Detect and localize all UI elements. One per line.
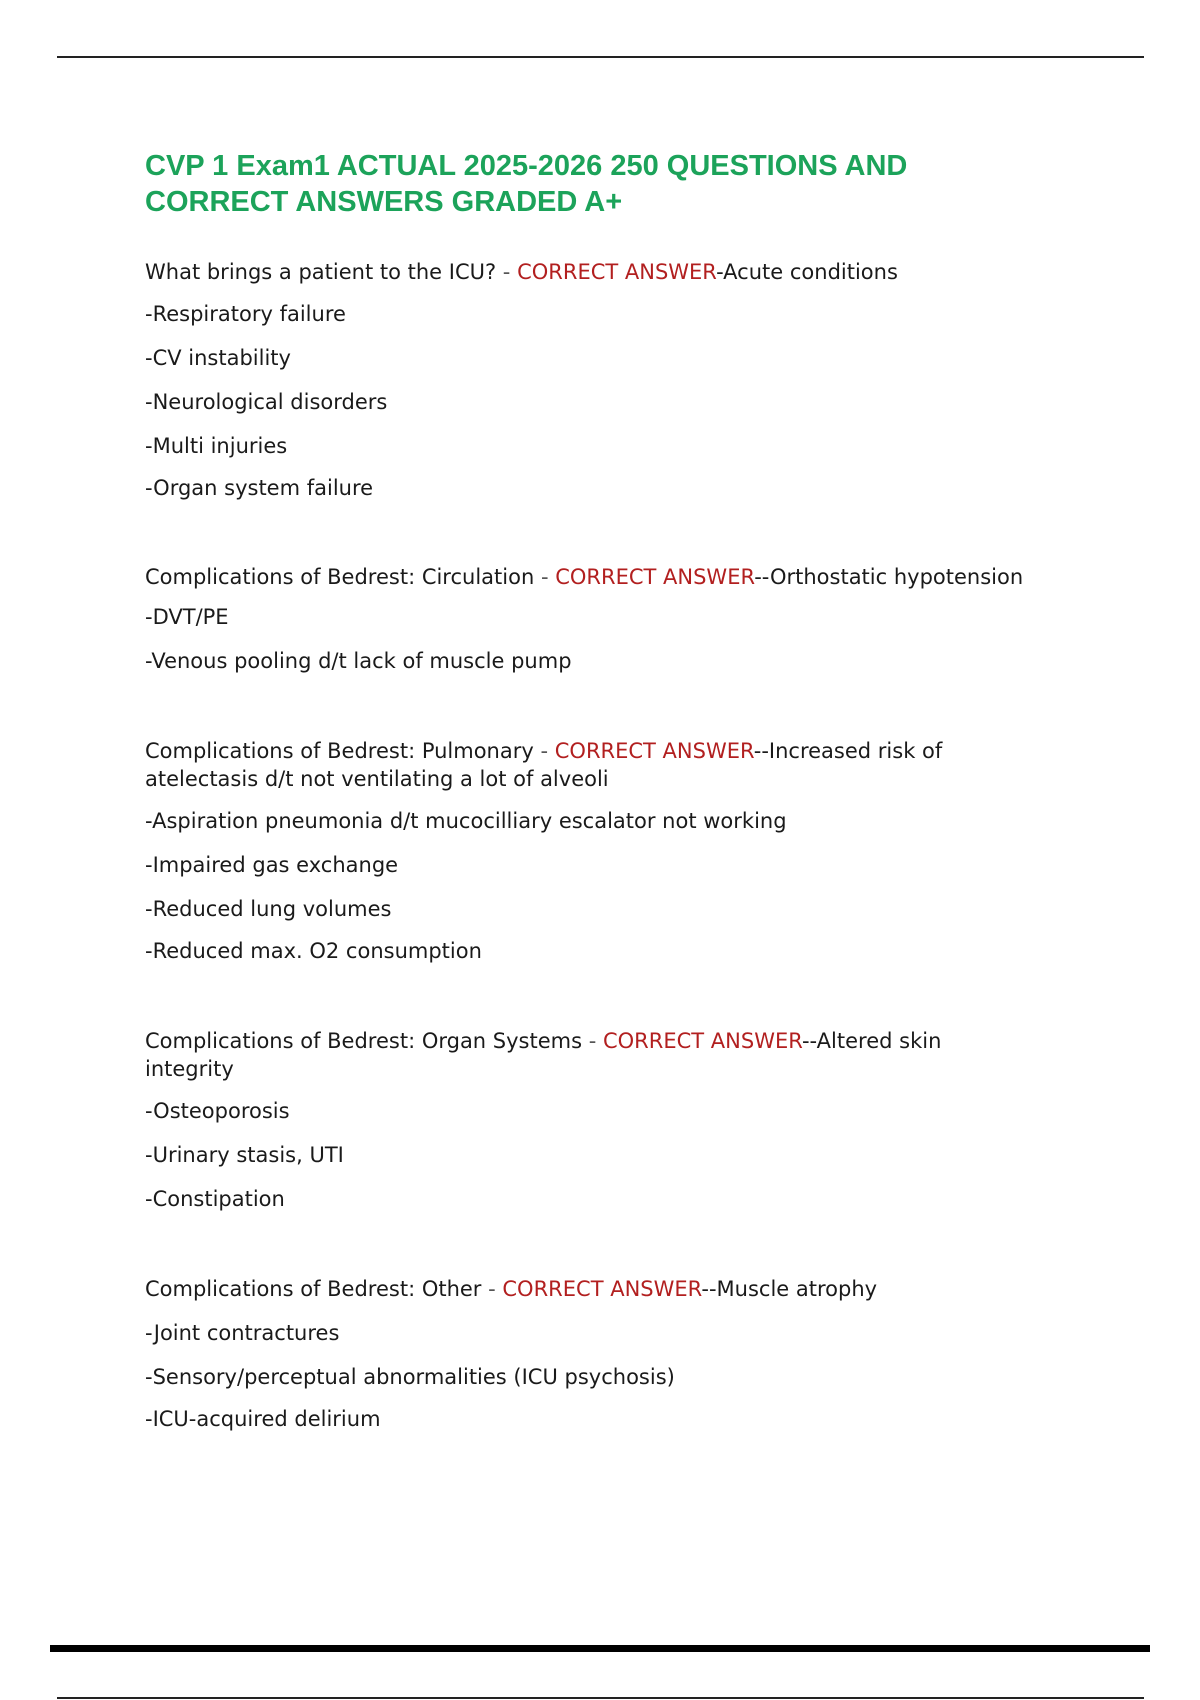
qa-block — [145, 1275, 1025, 1433]
answer-item: -Aspiration pneumonia d/t mucocilliary escalator not working — [145, 809, 787, 833]
separator: - — [496, 260, 518, 284]
question-line — [145, 563, 1025, 591]
correct-answer-label: CORRECT ANSWER — [502, 1277, 702, 1301]
answer-item: -CV instability — [145, 346, 291, 370]
qa-block — [145, 563, 1025, 675]
answer-text: --Orthostatic hypotension — [754, 565, 1024, 589]
correct-answer-label: CORRECT ANSWER — [555, 565, 755, 589]
answer-text: --Muscle atrophy — [701, 1277, 878, 1301]
footer-thin-rule — [57, 1697, 1144, 1699]
footer-thick-rule — [50, 1645, 1150, 1652]
answer-item: -DVT/PE — [145, 605, 229, 629]
question-line — [145, 1027, 1025, 1083]
question-text: What brings a patient to the ICU? — [145, 260, 497, 284]
qa-block — [145, 258, 1025, 502]
document-body — [145, 148, 1025, 1433]
separator: - — [534, 565, 556, 589]
question-text: Complications of Bedrest: Other — [145, 1277, 482, 1301]
separator: - — [481, 1277, 503, 1301]
answer-item: -Impaired gas exchange — [145, 853, 399, 877]
answer-text: --Increased risk of atelectasis d/t not ventilating a lot of alveoli — [145, 739, 943, 791]
question-text: Complications of Bedrest: Circulation — [145, 565, 535, 589]
answer-text: --Altered skin integrity — [145, 1029, 942, 1081]
separator: - — [582, 1029, 603, 1053]
question-line — [145, 737, 1025, 793]
answer-item: -Reduced max. O2 consumption — [145, 939, 482, 963]
question-line — [145, 1275, 1025, 1303]
correct-answer-label: CORRECT ANSWER — [602, 1029, 802, 1053]
question-text: Complications of Bedrest: Organ Systems — [145, 1029, 583, 1053]
answer-item: -Reduced lung volumes — [145, 897, 392, 921]
qa-block — [145, 1027, 1025, 1213]
correct-answer-label: CORRECT ANSWER — [517, 260, 717, 284]
qa-block — [145, 737, 1025, 965]
answer-item: -Sensory/perceptual abnormalities (ICU psychosis) — [145, 1365, 675, 1389]
answer-item: -Respiratory failure — [145, 302, 346, 326]
answer-item: -Venous pooling d/t lack of muscle pump — [145, 649, 572, 673]
question-text: Complications of Bedrest: Pulmonary — [145, 739, 534, 763]
answer-item: -Urinary stasis, UTI — [145, 1143, 344, 1167]
answer-item: -Organ system failure — [145, 476, 374, 500]
answer-item: -Multi injuries — [145, 434, 288, 458]
separator: - — [533, 739, 555, 763]
answer-item: -ICU-acquired delirium — [145, 1407, 381, 1431]
question-line — [145, 258, 1025, 286]
document-title: CVP 1 Exam1 ACTUAL 2025-2026 250 QUESTIONS AND CORRECT ANSWERS GRADED A+ — [145, 150, 908, 218]
answer-item: -Joint contractures — [145, 1321, 340, 1345]
answer-item: -Constipation — [145, 1187, 285, 1211]
top-rule — [57, 56, 1144, 58]
answer-item: -Neurological disorders — [145, 390, 388, 414]
correct-answer-label: CORRECT ANSWER — [554, 739, 754, 763]
answer-text: -Acute conditions — [716, 260, 898, 284]
answer-item: -Osteoporosis — [145, 1099, 290, 1123]
